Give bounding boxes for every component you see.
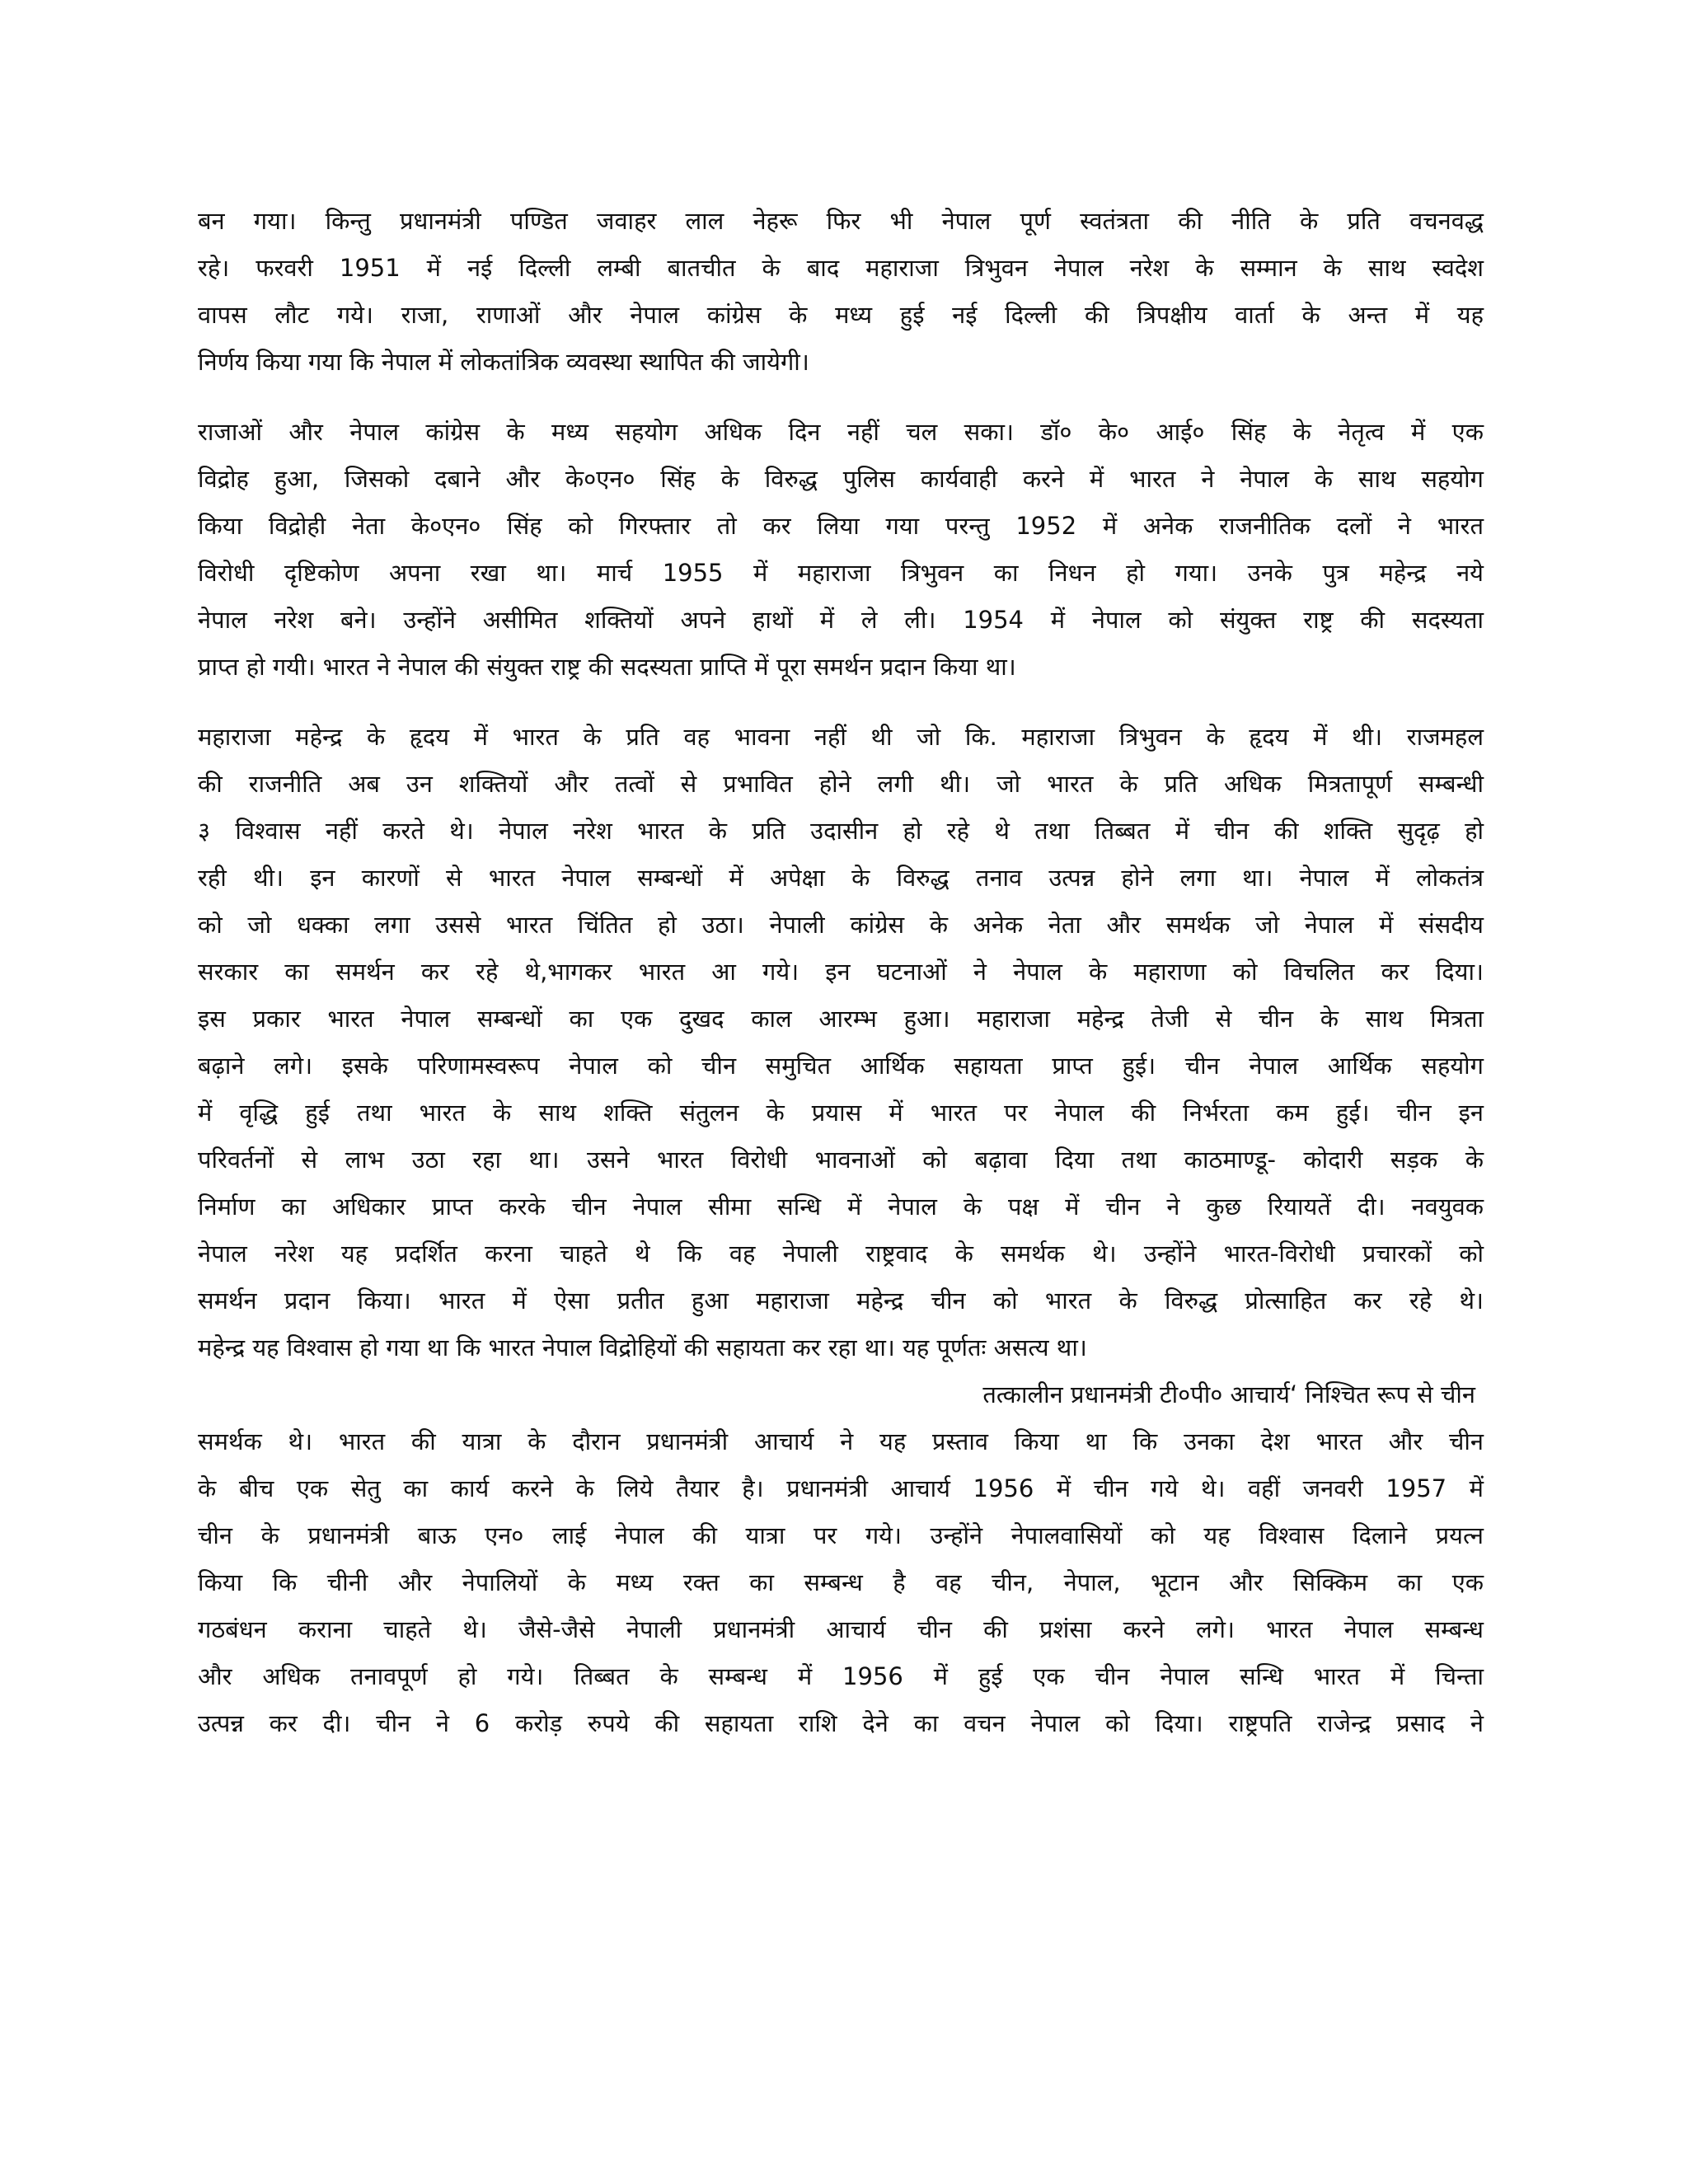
text-line: रही थी। इन कारणों से भारत नेपाल सम्बन्धों में अपेक्षा के विरुद्ध तनाव उत्पन्न होने लगा था। नेपाल में लोकतंत्र	[198, 864, 1484, 892]
text-line: निर्माण का अधिकार प्राप्त करके चीन नेपाल सीमा सन्धि में नेपाल के पक्ष में चीन ने कुछ रियायतें दी। नवयुवक	[198, 1193, 1484, 1221]
text-line: निर्णय किया गया कि नेपाल में लोकतांत्रिक व्यवस्था स्थापित की जायेगी।	[198, 348, 809, 376]
text-line: रहे। फरवरी 1951 में नई दिल्ली लम्बी बातचीत के बाद महाराजा त्रिभुवन नेपाल नरेश के सम्मान के साथ स्वदेश	[198, 254, 1484, 282]
text-line: और अधिक तनावपूर्ण हो गये। तिब्बत के सम्बन्ध में 1956 में हुई एक चीन नेपाल सन्धि भारत में चिन्ता	[198, 1662, 1484, 1690]
text-line: के बीच एक सेतु का कार्य करने के लिये तैयार है। प्रधानमंत्री आचार्य 1956 में चीन गये थे। वहीं जनवरी 1957 में	[198, 1474, 1484, 1502]
document-body	[198, 198, 1484, 1770]
text-line: बन गया। किन्तु प्रधानमंत्री पण्डित जवाहर लाल नेहरू फिर भी नेपाल पूर्ण स्वतंत्रता की नीति के प्रति वचनवद्ध	[198, 207, 1484, 235]
paragraph-2	[198, 409, 1484, 691]
text-line: विरोधी दृष्टिकोण अपना रखा था। मार्च 1955 में महाराजा त्रिभुवन का निधन हो गया। उनके पुत्र महेन्द्र नये	[198, 559, 1484, 587]
text-line: परिवर्तनों से लाभ उठा रहा था। उसने भारत विरोधी भावनाओं को बढ़ावा दिया तथा काठमाण्डू- कोदारी सड़क के	[198, 1146, 1484, 1174]
text-line: किया कि चीनी और नेपालियों के मध्य रक्त का सम्बन्ध है वह चीन, नेपाल, भूटान और सिक्किम का एक	[198, 1568, 1484, 1596]
text-line: प्राप्त हो गयी। भारत ने नेपाल की संयुक्त राष्ट्र की सदस्यता प्राप्ति में पूरा समर्थन प्रदान किया था।	[198, 653, 1016, 681]
text-line: समर्थक थे। भारत की यात्रा के दौरान प्रधानमंत्री आचार्य ने यह प्रस्ताव किया था कि उनका देश भारत और चीन	[198, 1427, 1484, 1455]
text-line: राजाओं और नेपाल कांग्रेस के मध्य सहयोग अधिक दिन नहीं चल सका। डॉ० के० आई० सिंह के नेतृत्व में एक	[198, 418, 1484, 446]
text-line: महाराजा महेन्द्र के हृदय में भारत के प्रति वह भावना नहीं थी जो कि. महाराजा त्रिभुवन के हृदय में थी। राजमहल	[198, 723, 1484, 751]
text-line: महेन्द्र यह विश्वास हो गया था कि भारत नेपाल विद्रोहियों की सहायता कर रहा था। यह पूर्णतः असत्य था।	[198, 1333, 1087, 1361]
paragraph-3	[198, 714, 1484, 1747]
text-line: विद्रोह हुआ, जिसको दबाने और के०एन० सिंह के विरुद्ध पुलिस कार्यवाही करने में भारत ने नेपाल के साथ सहयोग	[198, 465, 1484, 493]
text-line: की राजनीति अब उन शक्तियों और तत्वों से प्रभावित होने लगी थी। जो भारत के प्रति अधिक मित्रतापूर्ण सम्बन्धी	[198, 770, 1484, 798]
text-line: वापस लौट गये। राजा, राणाओं और नेपाल कांग्रेस के मध्य हुई नई दिल्ली की त्रिपक्षीय वार्ता के अन्त में यह	[198, 301, 1484, 329]
text-line: ३ विश्वास नहीं करते थे। नेपाल नरेश भारत के प्रति उदासीन हो रहे थे तथा तिब्बत में चीन की शक्ति सुदृढ़ हो	[198, 817, 1484, 845]
text-line-right: तत्कालीन प्रधानमंत्री टी०पी० आचार्य‘ निश्चित रूप से चीन	[982, 1380, 1475, 1408]
text-line: चीन के प्रधानमंत्री बाऊ एन० लाई नेपाल की यात्रा पर गये। उन्होंने नेपालवासियों को यह विश्वास दिलाने प्रयत्न	[198, 1521, 1484, 1549]
text-line: नेपाल नरेश बने। उन्होंने असीमित शक्तियों अपने हाथों में ले ली। 1954 में नेपाल को संयुक्त राष्ट्र की सदस्यता	[198, 606, 1484, 634]
text-line: को जो धक्का लगा उससे भारत चिंतित हो उठा। नेपाली कांग्रेस के अनेक नेता और समर्थक जो नेपाल में संसदीय	[198, 911, 1484, 939]
text-line: समर्थन प्रदान किया। भारत में ऐसा प्रतीत हुआ महाराजा महेन्द्र चीन को भारत के विरुद्ध प्रोत्साहित कर रहे थे।	[198, 1286, 1484, 1315]
text-line: किया विद्रोही नेता के०एन० सिंह को गिरफ्तार तो कर लिया गया परन्तु 1952 में अनेक राजनीतिक दलों ने भारत	[198, 512, 1484, 540]
text-line: नेपाल नरेश यह प्रदर्शित करना चाहते थे कि वह नेपाली राष्ट्रवाद के समर्थक थे। उन्होंने भारत-विरोधी प्रचारकों को	[198, 1240, 1484, 1268]
text-line: इस प्रकार भारत नेपाल सम्बन्धों का एक दुखद काल आरम्भ हुआ। महाराजा महेन्द्र तेजी से चीन के साथ मित्रता	[198, 1005, 1484, 1033]
text-line: सरकार का समर्थन कर रहे थे,भागकर भारत आ गये। इन घटनाओं ने नेपाल के महाराणा को विचलित कर दिया।	[198, 958, 1484, 986]
paragraph-1	[198, 198, 1484, 386]
text-line: गठबंधन कराना चाहते थे। जैसे-जैसे नेपाली प्रधानमंत्री आचार्य चीन की प्रशंसा करने लगे। भारत नेपाल सम्बन्ध	[198, 1615, 1484, 1643]
text-line: बढ़ाने लगे। इसके परिणामस्वरूप नेपाल को चीन समुचित आर्थिक सहायता प्राप्त हुई। चीन नेपाल आर्थिक सहयोग	[198, 1052, 1484, 1080]
text-line: में वृद्धि हुई तथा भारत के साथ शक्ति संतुलन के प्रयास में भारत पर नेपाल की निर्भरता कम हुई। चीन इन	[198, 1099, 1484, 1127]
text-line: उत्पन्न कर दी। चीन ने 6 करोड़ रुपये की सहायता राशि देने का वचन नेपाल को दिया। राष्ट्रपति राजेन्द्र प्रसाद ने	[198, 1709, 1484, 1737]
